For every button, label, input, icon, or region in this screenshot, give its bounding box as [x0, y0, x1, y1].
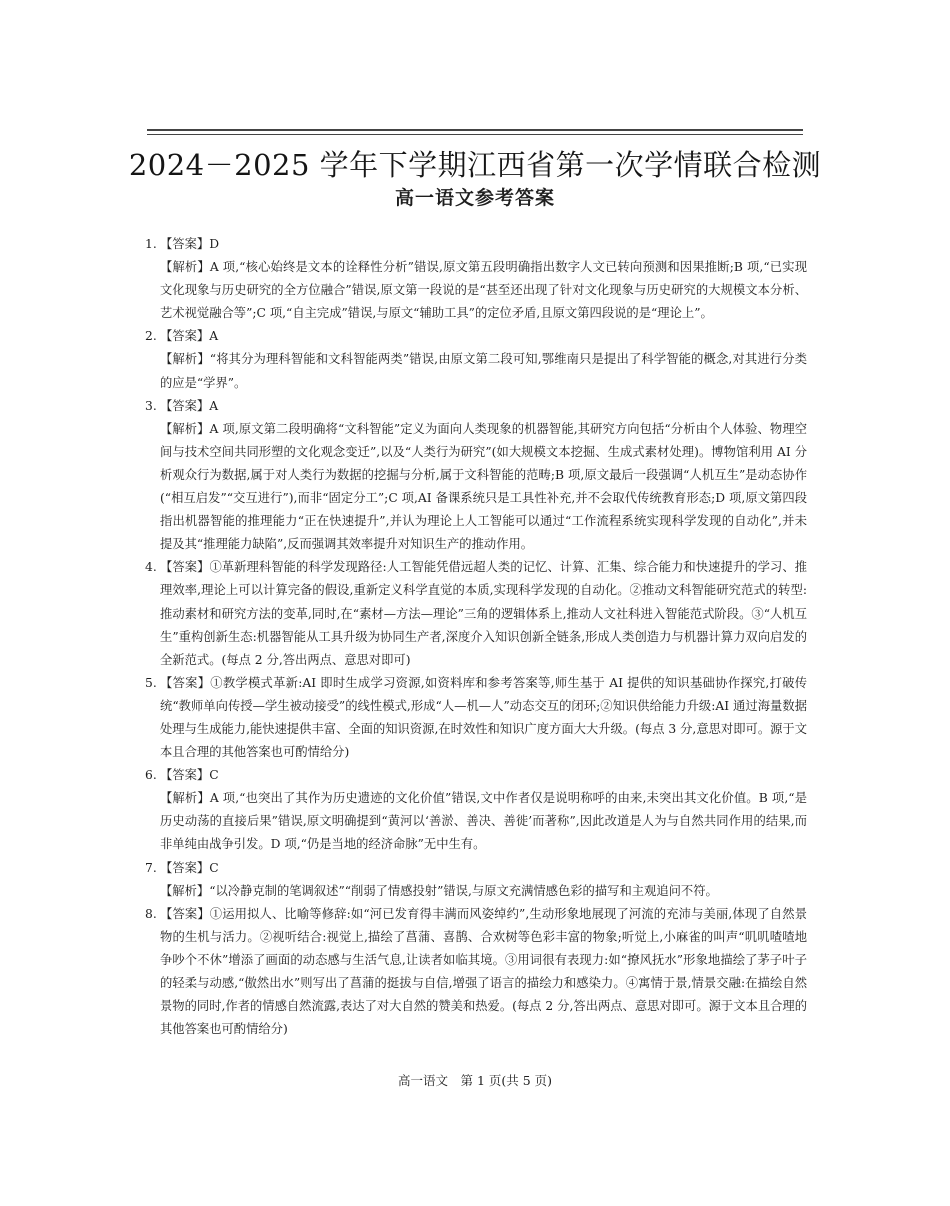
- answer-item-6: [145, 764, 807, 856]
- answer-item-2: [145, 325, 807, 394]
- answer-item-4: [145, 556, 807, 671]
- item-number: 6.: [145, 768, 157, 783]
- item-number: 1.: [145, 237, 157, 251]
- analysis-text: 【解析】A 项,“核心始终是文本的诠释性分析”错误,原文第五段明确指出数字人文已转向预测和因果推断;B 项,“已实现文化现象与历史研究的全方位融合”错误,原文第一段说的是“甚至还出现了针对文化现象与历史研究的大规模文本分析、艺术视觉融合等”;C 项,“自主完成”错误,与原文“辅助工具”的定位矛盾,且原文第四段说的是“理论上”。: [160, 260, 807, 321]
- analysis-text: 【解析】“以冷静克制的笔调叙述”“削弱了情感投射”错误,与原文充满情感色彩的描写和主观追问不符。: [160, 883, 718, 898]
- top-rule-thick: [147, 129, 803, 131]
- answer-item-1: [145, 233, 807, 325]
- answer-item-7: [145, 857, 807, 903]
- item-number: 2.: [145, 329, 157, 344]
- answer-text: 【答案】A: [160, 398, 219, 413]
- page-title: 2024－2025 学年下学期江西省第一次学情联合检测: [128, 148, 822, 182]
- answer-text: 【答案】C: [160, 860, 219, 875]
- answer-text: 【答案】①教学模式革新:AI 即时生成学习资源,如资料库和参考答案等,师生基于 AI 提供的知识基础协作探究,打破传统“教师单向传授—学生被动接受”的线性模式,形成“人—机—人”动态交互的闭环;②知识供给能力升级:AI 通过海量数据处理与生成能力,能快速提供丰富、全面的知识资源,在时效性和知识广度方面大大升级。(每点 3 分,意思对即可。源于文本且合理的其他答案也可酌情给分): [160, 675, 808, 760]
- answer-text: 【答案】C: [160, 768, 219, 783]
- analysis-text: 【解析】A 项,“也突出了其作为历史遗迹的文化价值”错误,文中作者仅是说明称呼的由来,未突出其文化价值。B 项,“是历史动荡的直接后果”错误,原文明确提到“黄河以‘善淤、善决、善徙’而著称”,因此改道是人为与自然共同作用的结果,而非单纯由战争引发。D 项,“仍是当地的经济命脉”无中生有。: [160, 791, 807, 852]
- item-number: 5.: [145, 675, 157, 690]
- item-number: 3.: [145, 398, 157, 413]
- top-rule-thin: [147, 134, 803, 135]
- item-number: 8.: [145, 906, 157, 921]
- answer-item-5: [145, 672, 807, 764]
- answer-text: 【答案】①运用拟人、比喻等修辞:如“河已发育得丰满而风姿绰约”,生动形象地展现了河流的充沛与美丽,体现了自然景物的生机与活力。②视听结合:视觉上,描绘了菖蒲、喜鹊、合欢树等色彩丰富的物象;听觉上,小麻雀的叫声“叽叽喳喳地争吵个不休”增添了画面的动态感与生活气息,让读者如临其境。③用词很有表现力:如“撩风抚水”形象地描绘了茅子叶子的轻柔与动感,“傲然出水”则写出了菖蒲的挺拔与自信,增强了语言的描绘力和感染力。④寓情于景,情景交融:在描绘自然景物的同时,作者的情感自然流露,表达了对大自然的赞美和热爱。(每点 2 分,答出两点、意思对即可。源于文本且合理的其他答案也可酌情给分): [160, 906, 808, 1037]
- analysis-text: 【解析】“将其分为理科智能和文科智能两类”错误,由原文第二段可知,鄂维南只是提出了科学智能的概念,对其进行分类的应是“学界”。: [160, 352, 807, 390]
- answer-text: 【答案】A: [160, 329, 219, 344]
- item-number: 7.: [145, 860, 157, 875]
- answer-text: 【答案】①革新理科智能的科学发现路径:人工智能凭借远超人类的记忆、计算、汇集、综合能力和快速提升的学习、推理效率,理论上可以计算完备的假设,重新定义科学直觉的本质,实现科学发现的自动化。②推动文科智能研究范式的转型:推动素材和研究方法的变革,同时,在“素材—方法—理论”三角的逻辑体系上,推动人文社科进入智能范式阶段。③“人机互生”重构创新生态:机器智能从工具升级为协同生产者,深度介入知识创新全链条,形成人类创造力与机器计算力双向启发的全新范式。(每点 2 分,答出两点、意思对即可): [160, 560, 807, 667]
- answer-text: 【答案】D: [160, 237, 220, 251]
- answer-item-3: [145, 395, 807, 557]
- page-subtitle: 高一语文参考答案: [394, 187, 555, 209]
- answer-list: [145, 233, 807, 1041]
- item-number: 4.: [145, 560, 157, 575]
- page-footer: 高一语文 第 1 页(共 5 页): [397, 1073, 553, 1088]
- answer-item-8: [145, 903, 807, 1042]
- analysis-text: 【解析】A 项,原文第二段明确将“文科智能”定义为面向人类现象的机器智能,其研究方向包括“分析由个人体验、物理空间与技术空间共同形塑的文化观念变迁”,以及“人类行为研究”(如大规模文本挖掘、生成式素材处理)。博物馆利用 AI 分析观众行为数据,属于对人类行为数据的挖掘与分析,属于文科智能的范畴;B 项,原文最后一段强调“人机互生”是动态协作(“相互启发”“交互进行”),而非“固定分工”;C 项,AI 备课系统只是工具性补充,并不会取代传统教育形态;D 项,原文第四段指出机器智能的推理能力“正在快速提升”,并认为理论上人工智能可以通过“工作流程系统实现科学发现的自动化”,并未提及其“推理能力缺陷”,反而强调其效率提升对知识生产的推动作用。: [160, 421, 807, 552]
